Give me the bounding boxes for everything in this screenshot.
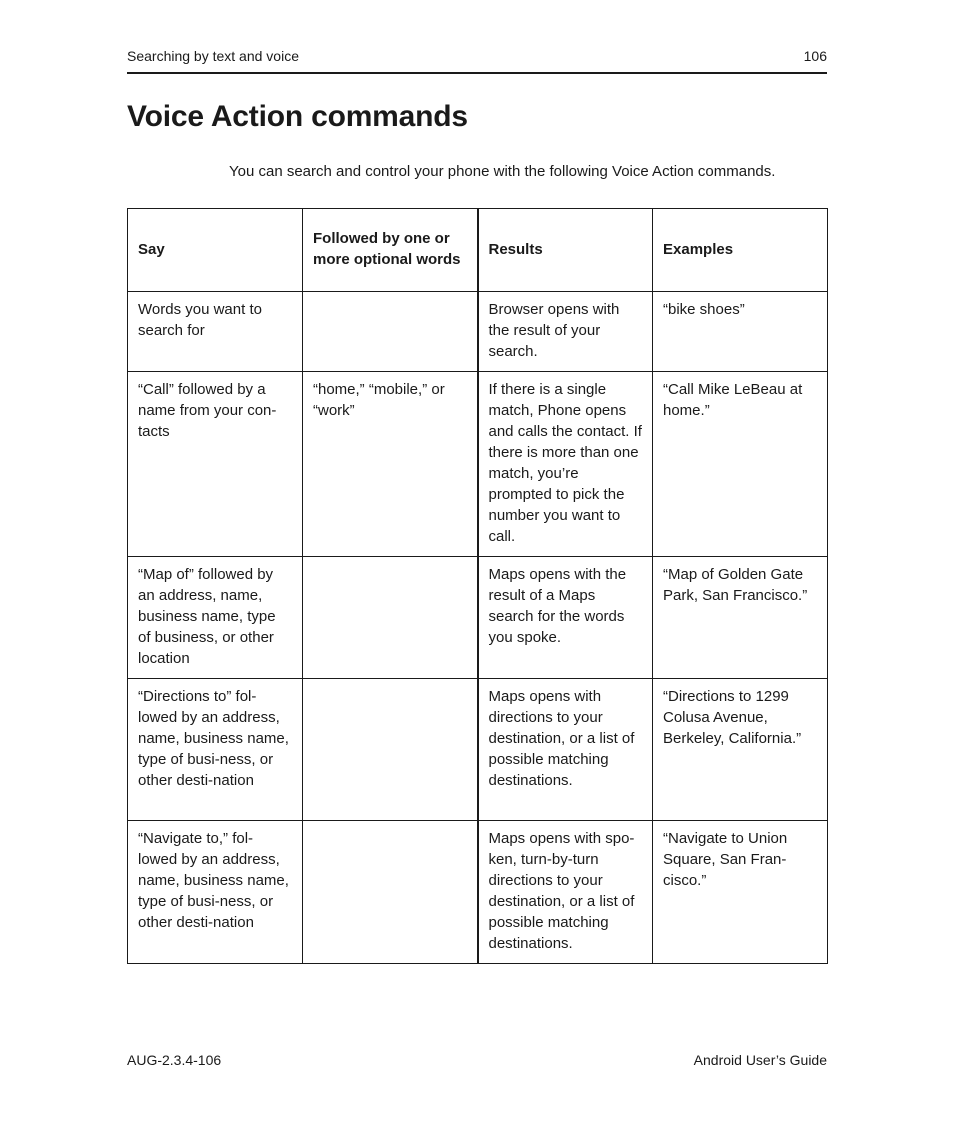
table-row <box>128 557 828 679</box>
cell-results: Maps opens with the result of a Maps search for the words you spoke. <box>478 557 653 679</box>
page-title: Voice Action commands <box>127 100 468 133</box>
cell-optional <box>303 679 478 821</box>
cell-examples: “Navigate to Union Square, San Fran-cisco.” <box>653 821 828 964</box>
table-row <box>128 821 828 964</box>
column-header-optional-words: Followed by one or more optional words <box>303 209 478 292</box>
cell-say: “Map of” followed by an address, name, business name, type of business, or other location <box>128 557 303 679</box>
cell-results: Browser opens with the result of your search. <box>478 292 653 372</box>
cell-results: Maps opens with spo-ken, turn-by-turn directions to your destination, or a list of possible matching destinations. <box>478 821 653 964</box>
table-row <box>128 679 828 821</box>
cell-say: Words you want to search for <box>128 292 303 372</box>
table-row <box>128 372 828 557</box>
footer-guide-name: Android User’s Guide <box>693 1052 827 1068</box>
column-header-results: Results <box>478 209 653 292</box>
intro-paragraph: You can search and control your phone with the following Voice Action commands. <box>229 163 776 180</box>
cell-examples: “bike shoes” <box>653 292 828 372</box>
footer-doc-id: AUG-2.3.4-106 <box>127 1052 222 1068</box>
page-number: 106 <box>803 48 827 64</box>
table-row <box>128 292 828 372</box>
cell-optional <box>303 821 478 964</box>
cell-examples: “Directions to 1299 Colusa Avenue, Berkeley, California.” <box>653 679 828 821</box>
table-header-row <box>128 209 828 292</box>
voice-commands-table <box>127 208 828 964</box>
cell-examples: “Map of Golden Gate Park, San Francisco.” <box>653 557 828 679</box>
cell-results: If there is a single match, Phone opens and calls the contact. If there is more than one match, you’re prompted to pick the number you want to call. <box>478 372 653 557</box>
cell-say: “Call” followed by a name from your con-tacts <box>128 372 303 557</box>
column-header-say: Say <box>128 209 303 292</box>
cell-results: Maps opens with directions to your destination, or a list of possible matching destinations. <box>478 679 653 821</box>
cell-examples: “Call Mike LeBeau at home.” <box>653 372 828 557</box>
cell-say: “Directions to” fol-lowed by an address, name, business name, type of busi-ness, or other desti-nation <box>128 679 303 821</box>
running-header-section: Searching by text and voice <box>127 48 299 64</box>
column-header-examples: Examples <box>653 209 828 292</box>
cell-optional: “home,” “mobile,” or “work” <box>303 372 478 557</box>
header-divider <box>127 72 827 74</box>
cell-say: “Navigate to,” fol-lowed by an address, name, business name, type of busi-ness, or other desti-nation <box>128 821 303 964</box>
cell-optional <box>303 557 478 679</box>
cell-optional <box>303 292 478 372</box>
